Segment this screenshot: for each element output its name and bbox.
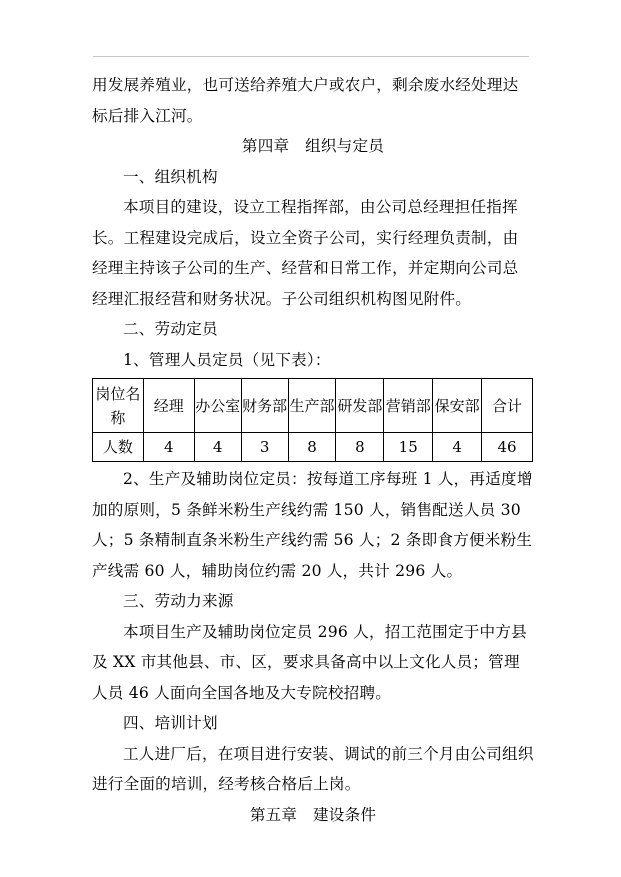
header-rule	[93, 56, 529, 57]
table-row	[93, 433, 533, 462]
chapter-heading: 第五章 建设条件	[249, 805, 377, 824]
table-cell: 15	[384, 433, 433, 462]
table-cell: 8	[288, 433, 336, 462]
paragraph: 2、生产及辅助岗位定员：按每道工序每班 1 人，再适度增加的原则，5 条鲜米粉生产线约需 150 人，销售配送人员 30 人；5 条精制直条米粉生产线约需 56 人；2 条即食方便米粉生产线需 60 人，辅助岗位约需 20 人，共计 296 人。	[92, 470, 533, 580]
table-cell: 8	[336, 433, 384, 462]
table-header-cell: 生产部	[288, 379, 336, 433]
section-heading: 二、劳动定员	[123, 320, 218, 338]
paragraph: 本项目的建设，设立工程指挥部，由公司总经理担任指挥长。工程建设完成后，设立全资子公司，实行经理负责制，由经理主持该子公司的生产、经营和日常工作，并定期向公司总经理汇报经营和财务状况。子公司组织机构图见附件。	[92, 198, 519, 308]
table-header-cell: 岗位名称	[93, 379, 144, 433]
table-header-cell: 财务部	[241, 379, 288, 433]
paragraph: 工人进厂后，在项目进行安装、调试的前三个月由公司组织进行全面的培训，经考核合格后上岗。	[92, 744, 534, 793]
table-header-cell: 营销部	[384, 379, 433, 433]
paragraph: 用发展养殖业，也可送给养殖大户或农户，剩余废水经处理达标后排入江河。	[92, 76, 519, 125]
table-header-row	[93, 379, 533, 433]
table-row-label: 人数	[93, 433, 144, 462]
table-header-cell: 合计	[482, 379, 533, 433]
table-cell: 4	[143, 433, 194, 462]
table-cell: 3	[241, 433, 288, 462]
paragraph: 本项目生产及辅助岗位定员 296 人，招工范围定于中方县及 XX 市其他县、市、区，要求具备高中以上文化人员；管理人员 46 人面向全国各地及大专院校招聘。	[92, 622, 527, 702]
section-heading: 三、劳动力来源	[123, 592, 234, 610]
document-body	[92, 70, 534, 830]
table-header-cell: 研发部	[336, 379, 384, 433]
table-header-cell: 经理	[143, 379, 194, 433]
staff-table	[92, 378, 533, 462]
table-header-cell: 保安部	[433, 379, 482, 433]
table-cell: 4	[433, 433, 482, 462]
subsection-heading: 1、管理人员定员（见下表）：	[123, 350, 331, 369]
table-cell: 46	[482, 433, 533, 462]
section-heading: 四、培训计划	[123, 714, 218, 732]
table-header-cell: 办公室	[194, 379, 241, 433]
section-heading: 一、组织机构	[123, 167, 218, 186]
chapter-heading: 第四章 组织与定员	[241, 137, 385, 155]
table-cell: 4	[194, 433, 241, 462]
